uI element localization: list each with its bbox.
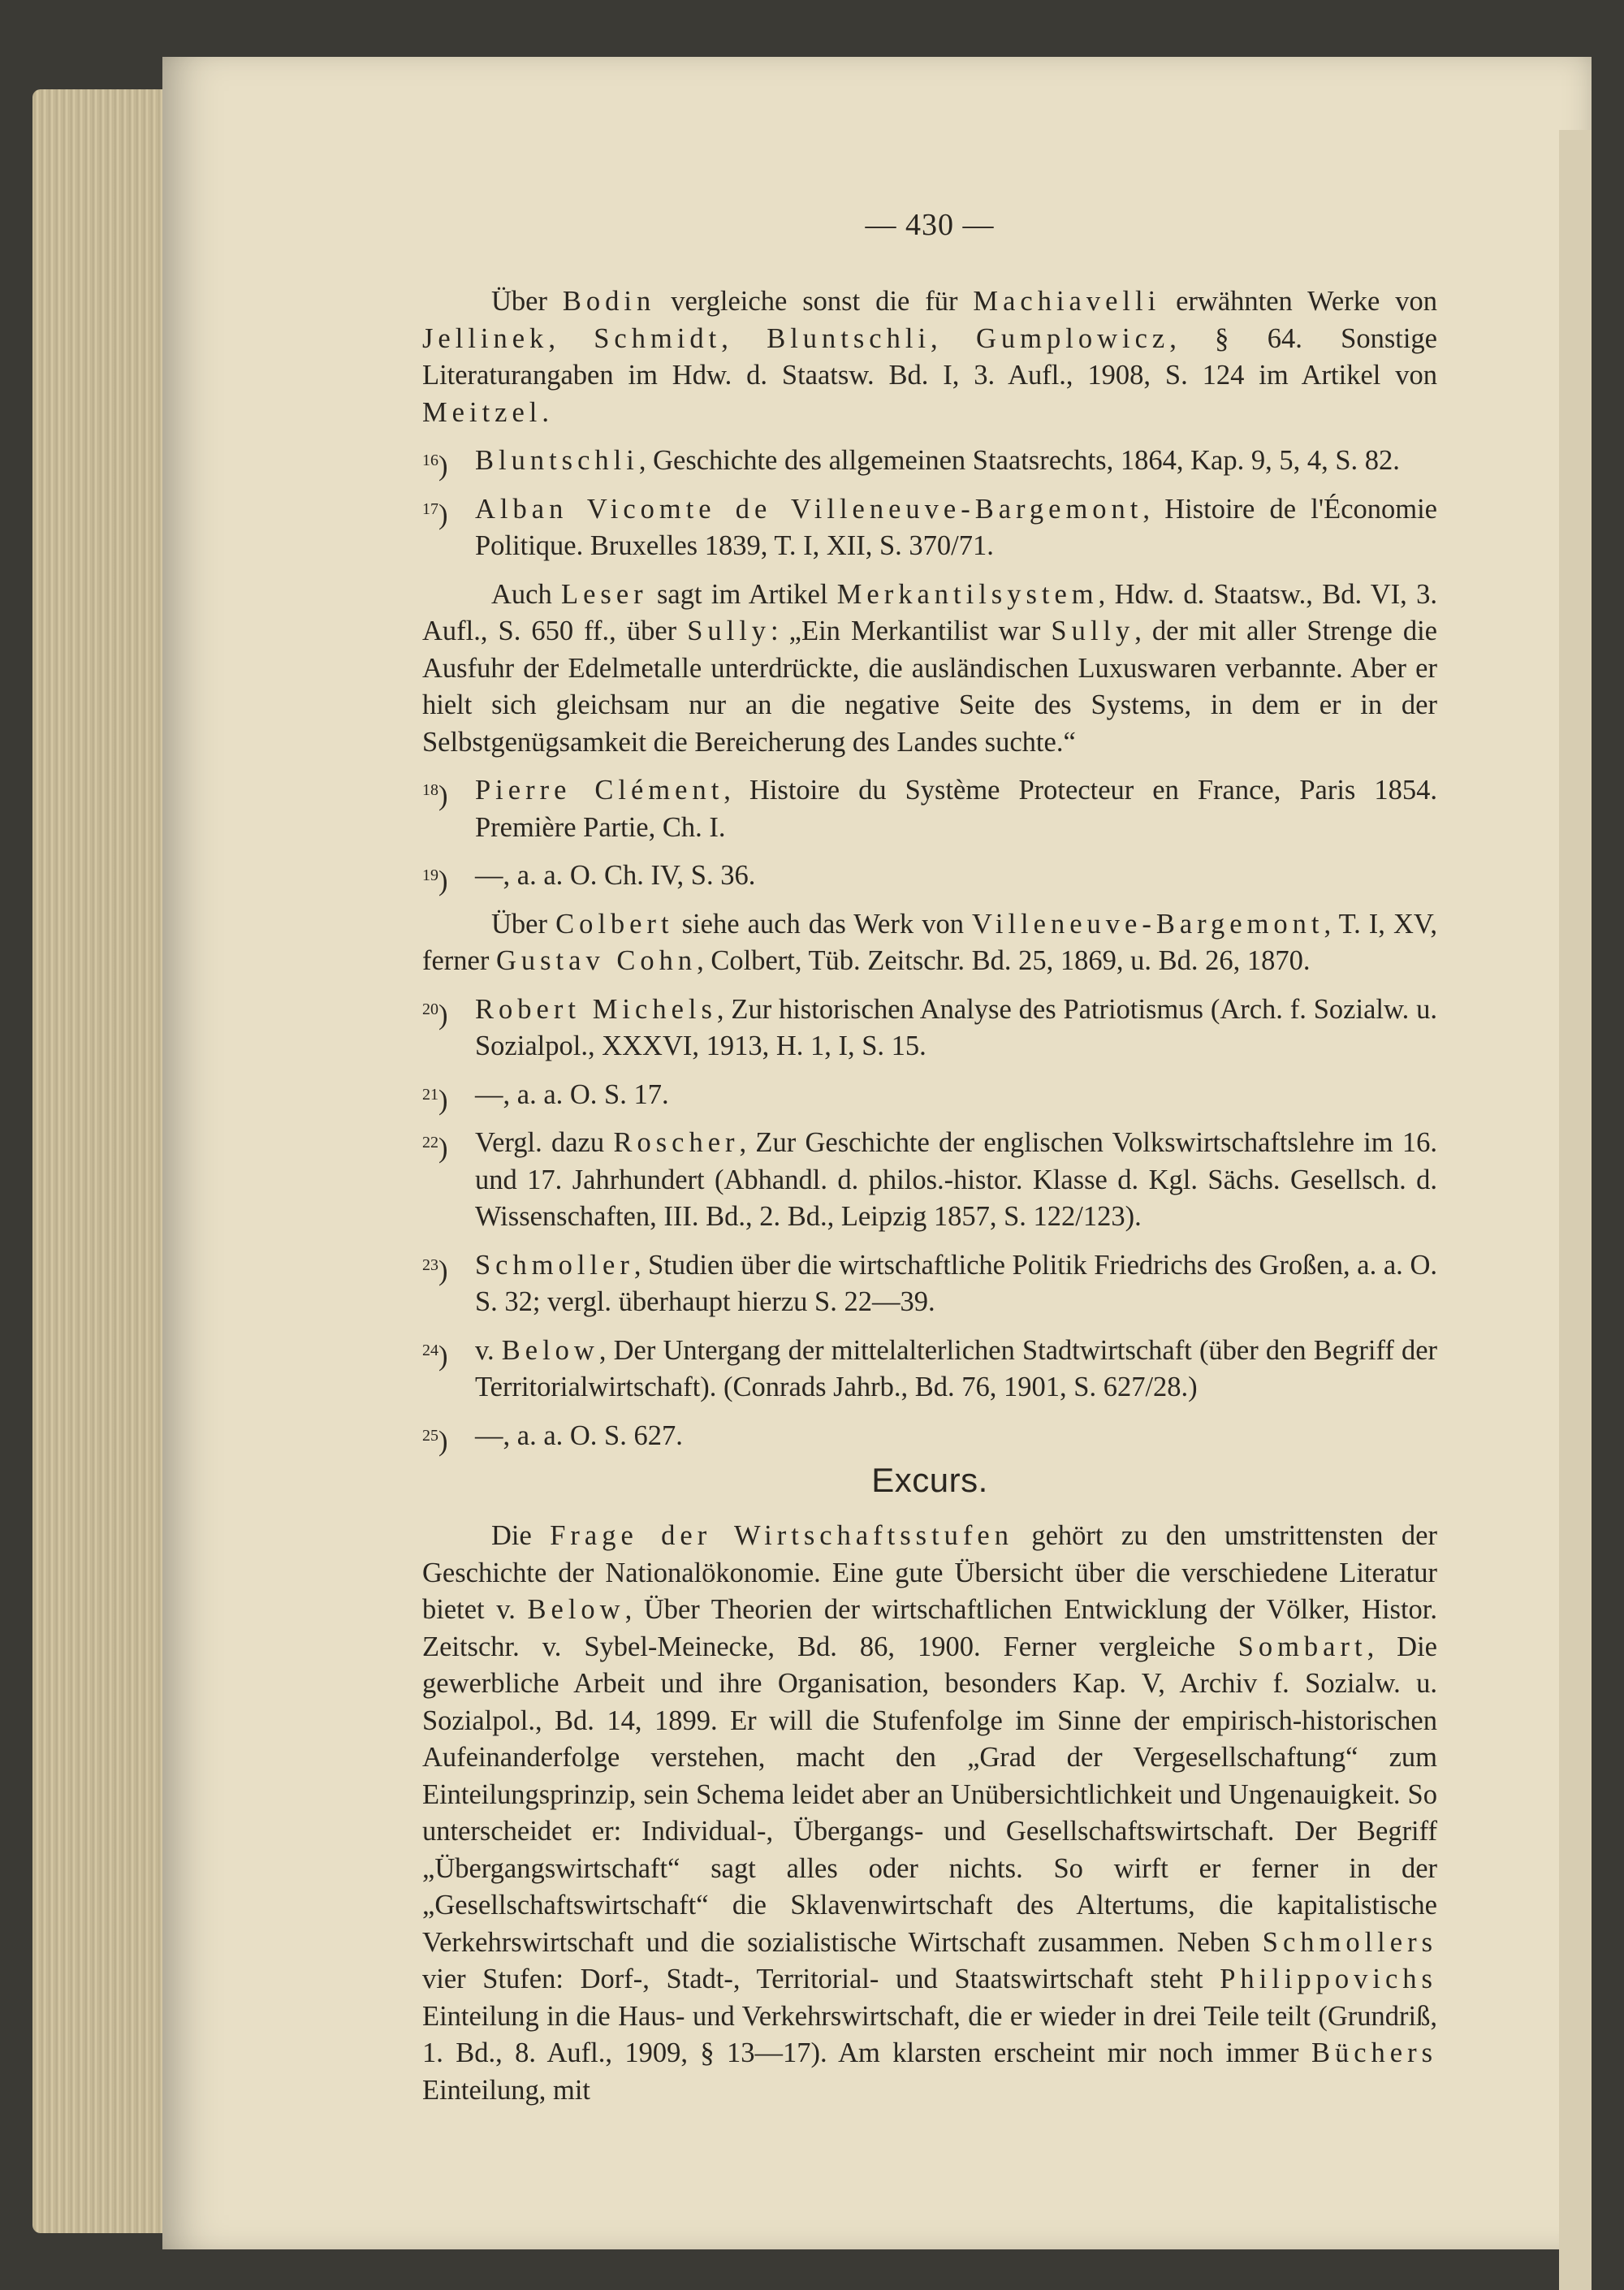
footnote-20: $^{20}$) Robert Michels, Zur historischen Analyse des Patriotismus (Arch. f. Sozialw. u. Sozialpol., XXXVI, 1913, H. 1, I, S. 15. — [422, 993, 1437, 1061]
footnote-21: $^{21}$) —, a. a. O. S. 17. — [422, 1078, 669, 1116]
footnote-19: $^{19}$) —, a. a. O. Ch. IV, S. 36. — [422, 860, 756, 897]
page-content — [422, 207, 1437, 2109]
footnote-22: $^{22}$) Vergl. dazu Roscher, Zur Geschichte der englischen Volkswirtschaftslehre im 16. und 17. Jahrhundert (Abhandl. d. philos.-histor. Klasse d. Kgl. Sächs. Gesellsch. d. Wissenschaften, III. Bd., 2. Bd., Leipzig 1857, S. 122/123). — [422, 1127, 1438, 1232]
footnote-16: $^{16}$) Bluntschli, Geschichte des allgemeinen Staatsrechts, 1864, Kap. 9, 5, 4, S. 82. — [422, 445, 1400, 482]
excurs-paragraph: Die Frage der Wirtschaftsstufen gehört zu den umstrittensten der Geschichte der Nationalökonomie. Eine gute Übersicht über die verschiedene Literatur bietet v. Below, Über Theorien der wirtschaftlichen Entwicklung der Völker, Histor. Zeitschr. v. Sybel-Meinecke, Bd. 86, 1900. Ferner vergleiche Sombart, Die gewerbliche Arbeit und ihre Organisation, besonders Kap. V, Archiv f. Sozialw. u. Sozialpol., Bd. 14, 1899. Er will die Stufenfolge im Sinne der empirisch-historischen Aufeinanderfolge verstehen, macht den „Grad der Vergesellschaftung“ zum Einteilungsprinzip, sein Schema leidet aber an Unübersichtlichkeit und Ungenauigkeit. So unterscheidet er: Individual-, Übergangs- und Gesellschaftswirtschaft. Der Begriff „Übergangswirtschaft“ sagt alles oder nichts. So wirft er ferner in der „Gesellschaftswirtschaft“ die Sklavenwirtschaft des Altertums, die kapitalistische Verkehrswirtschaft und die sozialistische Wirtschaft zusammen. Neben Schmollers vier Stufen: Dorf-, Stadt-, Territorial- und Staatswirtschaft steht Philippovichs Einteilung in die Haus- und Verkehrswirtschaft, die er wieder in drei Teile teilt (Grundriß, 1. Bd., 8. Aufl., 1909, § 13—17). Am klarsten erscheint mir noch immer Büchers Einteilung, mit — [422, 1520, 1438, 2106]
intro-paragraph: Über Bodin vergleiche sonst die für Machiavelli erwähnten Werke von Jellinek, Schmidt, Bluntschli, Gumplowicz, § 64. Sonstige Literaturangaben im Hdw. d. Staatsw. Bd. I, 3. Aufl., 1908, S. 124 im Artikel von Meitzel. — [422, 286, 1437, 428]
footnote-18: $^{18}$) Pierre Clément, Histoire du Système Protecteur en France, Paris 1854. Première Partie, Ch. I. — [422, 775, 1437, 843]
footnote-24: $^{24}$) v. Below, Der Untergang der mittelalterlichen Stadtwirtschaft (über den Begriff der Territorialwirtschaft). (Conrads Jahrb., Bd. 76, 1901, S. 627/28.) — [422, 1334, 1437, 1402]
colbert-paragraph: Über Colbert siehe auch das Werk von Villeneuve-Bargemont, T. I, XV, ferner Gustav Cohn, Colbert, Tüb. Zeitschr. Bd. 25, 1869, u. Bd. 26, 1870. — [422, 908, 1438, 976]
footnote-25: $^{25}$) —, a. a. O. S. 627. — [422, 1419, 683, 1457]
footnote-23: $^{23}$) Schmoller, Studien über die wirtschaftliche Politik Friedrichs des Großen, a. a. O. S. 32; vergl. überhaupt hierzu S. 22—39. — [422, 1249, 1437, 1317]
footnote-17: $^{17}$) Alban Vicomte de Villeneuve-Bargemont, Histoire de l'Économie Politique. Bruxelles 1839, T. I, XII, S. 370/71. — [422, 493, 1437, 561]
adjacent-page-edge — [1559, 130, 1592, 2290]
page-number: — 430 — — [865, 208, 995, 242]
excurs-heading: Excurs. — [871, 1461, 988, 1499]
leser-paragraph: Auch Leser sagt im Artikel Merkantilsystem, Hdw. d. Staatsw., Bd. VI, 3. Aufl., S. 650 ff., über Sully: „Ein Merkantilist war Sully, der mit aller Strenge die Ausfuhr der Edelmetalle unterdrückte, die ausländischen Luxuswaren verbannte. Aber er hielt sich gleichsam nur an die negative Seite des Systems, in dem er in der Selbstgenügsamkeit die Bereicherung des Landes suchte.“ — [422, 578, 1437, 758]
